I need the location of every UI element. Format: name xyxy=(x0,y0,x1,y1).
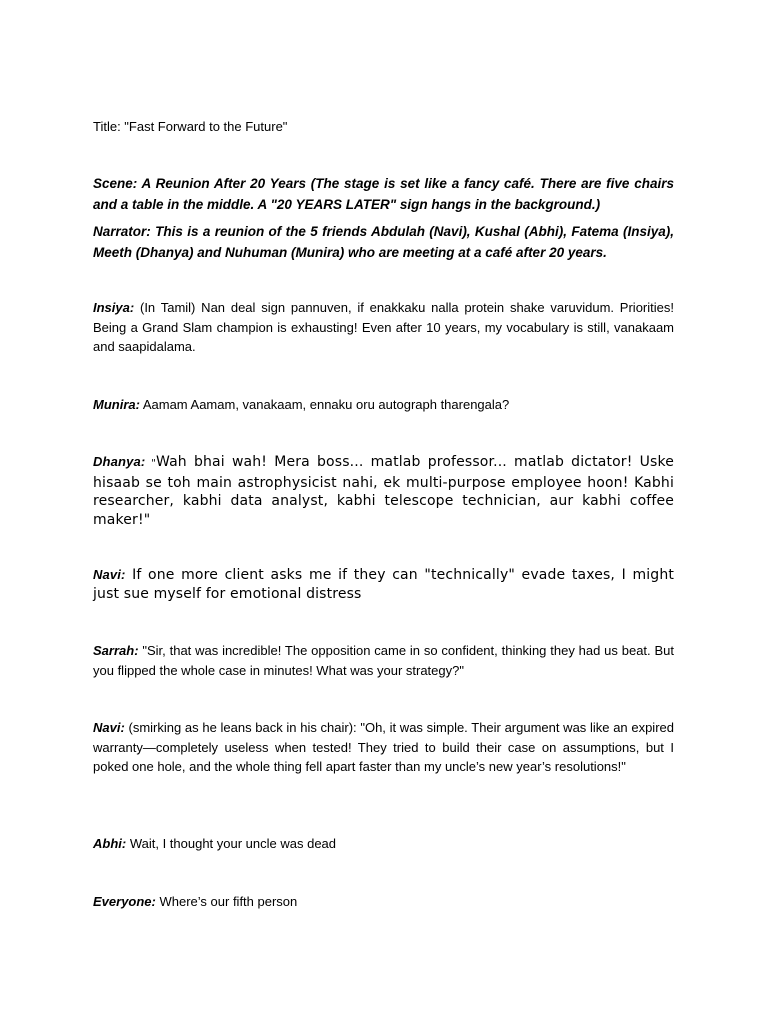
open-quote: " xyxy=(145,458,156,469)
dialogue-line-navi xyxy=(93,566,674,603)
dialogue-line-sarrah xyxy=(93,641,674,680)
dialogue-text: Aamam Aamam, vanakaam, ennaku oru autograph tharengala? xyxy=(139,397,510,412)
dialogue-text: Wah bhai wah! Mera boss... matlab professor... matlab dictator! Uske hisaab se toh main astrophysicist nahi, ek multi-purpose employee hoon! Kabhi researcher, kabhi data analyst, kabhi telescope technician, aur kabhi coffee maker!" xyxy=(93,454,674,528)
dialogue-line-navi-2 xyxy=(93,718,674,777)
dialogue-line-everyone xyxy=(93,892,674,912)
dialogue-line-abhi xyxy=(93,834,674,854)
speaker-name: Dhanya: xyxy=(93,454,146,469)
dialogue-text: If one more client asks me if they can "technically" evade taxes, I might just sue myself for emotional distress xyxy=(93,567,674,602)
scene-description: Scene: A Reunion After 20 Years (The stage is set like a fancy café. There are five chairs and a table in the middle. A "20 YEARS LATER" sign hangs in the background.) xyxy=(93,176,674,212)
speaker-name: Insiya: xyxy=(93,300,135,315)
dialogue-text: (smirking as he leans back in his chair): "Oh, it was simple. Their argument was like an expired warranty—completely useless when tested! They tried to build their case on assumptions, but I poked one hole, and the whole thing fell apart faster than my uncle’s new year’s resolutions!" xyxy=(93,720,674,774)
dialogue-text: Wait, I thought your uncle was dead xyxy=(126,836,337,851)
document-page xyxy=(93,0,674,1024)
speaker-name: Everyone: xyxy=(93,894,156,909)
dialogue-text: (In Tamil) Nan deal sign pannuven, if enakkaku nalla protein shake varuvidum. Priorities! Being a Grand Slam champion is exhausting! Even after 10 years, my vocabulary is still, vanakaam and saapidalama. xyxy=(93,300,674,354)
dialogue-text: "Sir, that was incredible! The opposition came in so confident, thinking they had us beat. But you flipped the whole case in minutes! What was your strategy?" xyxy=(93,643,674,678)
narrator-line: Narrator: This is a reunion of the 5 friends Abdulah (Navi), Kushal (Abhi), Fatema (Insiya), Meeth (Dhanya) and Nuhuman (Munira) who are meeting at a café after 20 years. xyxy=(93,224,674,260)
dialogue-line-munira xyxy=(93,395,674,415)
title-line: Title: "Fast Forward to the Future" xyxy=(93,119,288,134)
speaker-name: Navi: xyxy=(93,720,125,735)
speaker-name: Abhi: xyxy=(93,836,127,851)
dialogue-text: Where’s our fifth person xyxy=(155,894,298,909)
speaker-name: Munira: xyxy=(93,397,140,412)
dialogue-line-dhanya xyxy=(93,453,674,529)
dialogue-line-insiya xyxy=(93,298,674,357)
speaker-name: Navi: xyxy=(93,567,126,582)
speaker-name: Sarrah: xyxy=(93,643,139,658)
